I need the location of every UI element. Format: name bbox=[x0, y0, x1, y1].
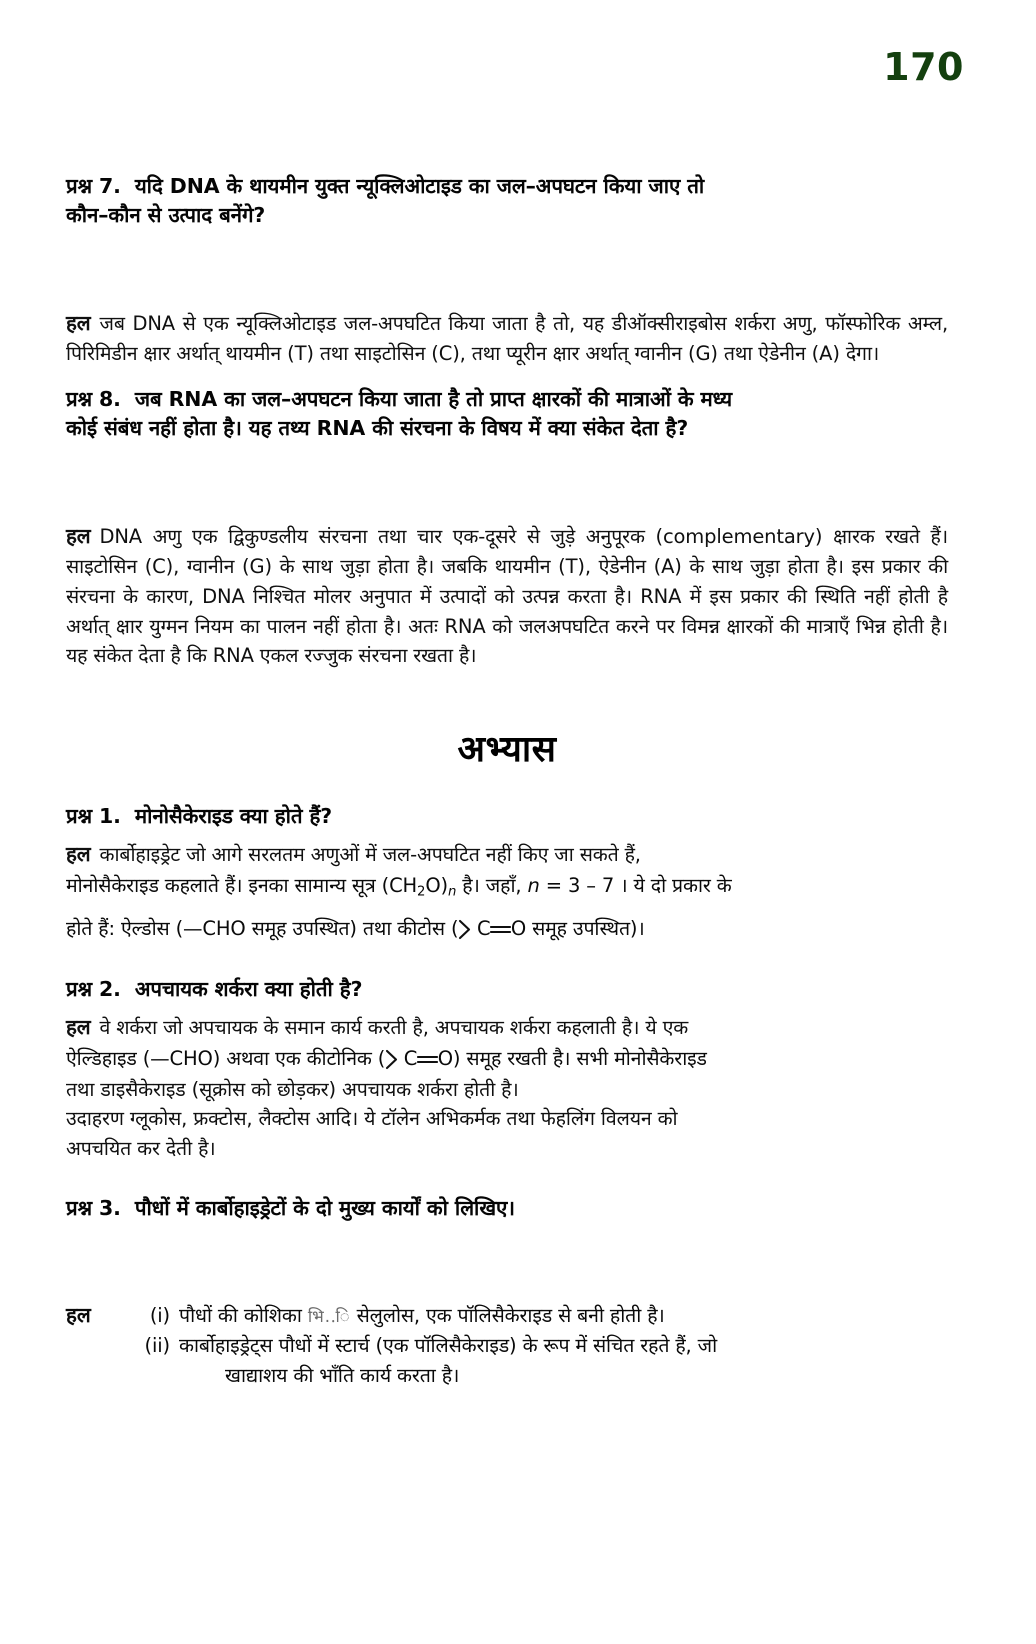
list-item bbox=[141, 1301, 948, 1331]
exercise-solution-3-list bbox=[141, 1301, 948, 1392]
exercise-solution-2-label: हल bbox=[66, 1015, 91, 1040]
ketone-group-icon bbox=[458, 918, 477, 938]
question-8-text-line-1: जब RNA का जल–अपघटन किया जाता है तो प्राप्त क्षारकों की मात्राओं के मध्य bbox=[134, 387, 733, 411]
formula-mid: O) bbox=[425, 874, 448, 898]
exercise-question-1-line bbox=[66, 802, 948, 831]
question-8-line-2: कोई संबंध नहीं होता है। यह तथ्य RNA की संरचना के विषय में क्या संकेत देता है? bbox=[66, 416, 689, 441]
solution-8-label: हल bbox=[66, 524, 91, 549]
formula-subscript-2: 2 bbox=[417, 884, 426, 900]
question-8-label: प्रश्न 8. bbox=[66, 387, 121, 411]
exercise-question-2-label: प्रश्न 2. bbox=[66, 976, 121, 1001]
exercise-solution-2-line-3: तथा डाइसैकेराइड (सूक्रोस को छोड़कर) अपचायक शर्करा होती है। bbox=[66, 1077, 519, 1101]
formula-subscript-n: n bbox=[448, 884, 457, 900]
question-7-text-line-1: यदि DNA के थायमीन युक्त न्यूक्लिओटाइड का जल–अपघटन किया जाए तो bbox=[134, 174, 705, 198]
exercise-heading: अभ्यास bbox=[457, 728, 557, 770]
ketonic-text-part-2: C bbox=[403, 1047, 418, 1071]
aldose-ketose-text-part-1: होते हैं: ऐल्डोस (—CHO समूह उपस्थित) तथा कीटोस ( bbox=[66, 917, 459, 941]
exercise-question-2-text: अपचायक शर्करा क्या होती है? bbox=[134, 976, 363, 1001]
formula-range: = 3 – 7 । ये दो प्रकार के bbox=[539, 874, 732, 898]
solution-7-label: हल bbox=[66, 311, 91, 336]
exercise-solution-1-block bbox=[66, 839, 948, 945]
aldose-ketose-text-part-2: C bbox=[476, 917, 491, 941]
exercise-solution-1-line-1 bbox=[66, 839, 948, 870]
solution-8-block bbox=[66, 521, 948, 671]
spacer bbox=[66, 1223, 948, 1301]
exercise-question-2-line bbox=[66, 975, 948, 1004]
double-bond-icon bbox=[490, 918, 510, 938]
exercise-solution-2-block bbox=[66, 1012, 948, 1164]
list-item-i-part-2: सेलुलोस, एक पॉलिसैकेराइड से बनी होती है। bbox=[350, 1303, 665, 1327]
exercise-solution-1-line-2 bbox=[66, 870, 948, 903]
ketonic-text-part-3: O) समूह रखती है। सभी मोनोसैकेराइड bbox=[437, 1047, 707, 1071]
page-content bbox=[66, 172, 948, 1391]
spacer bbox=[66, 230, 948, 308]
exercise-question-3-text: पौधों में कार्बोहाइड्रेटों के दो मुख्य कार्यों को लिखिए। bbox=[134, 1195, 515, 1220]
exercise-question-1-label: प्रश्न 1. bbox=[66, 803, 121, 828]
list-item-ii-line-2: खाद्याशय की भाँति कार्य करता है। bbox=[225, 1364, 460, 1388]
solution-8-text: DNA अणु एक द्विकुण्डलीय संरचना तथा चार एक-दूसरे से जुड़े अनुपूरक (complementary) क्षारक रखते हैं। साइटोसिन (C), ग्वानीन (G) के साथ जुड़ा होता है। जबकि थायमीन (T), ऐडेनीन (A) के साथ जुड़ा होता है। इस प्रकार की संरचना के कारण, DNA निश्चित मोलर अनुपात में उत्पादों को उत्पन्न करता है। RNA में इस प्रकार की स्थिति नहीं होती है अर्थात् क्षार युग्मन नियम का पालन नहीं होता है। अतः RNA को जलअपघटित करने पर विमन्न क्षारकों की मात्राएँ भिन्न होती है। यह संकेत देता है कि RNA एकल रज्जुक संरचना रखता है। bbox=[66, 525, 948, 668]
exercise-solution-2-line-1 bbox=[66, 1012, 948, 1043]
exercise-solution-1-label: हल bbox=[66, 841, 91, 866]
exercise-question-2-block bbox=[66, 975, 948, 1004]
exercise-question-3-block bbox=[66, 1194, 948, 1223]
spacer bbox=[66, 945, 948, 975]
exercise-solution-1-text-line-1: कार्बोहाइड्रेट जो आगे सरलतम अणुओं में जल-अपघटित नहीं किए जा सकते हैं, bbox=[99, 842, 641, 866]
list-item-text-i bbox=[179, 1301, 948, 1331]
exercise-solution-2-line-5: अपचयित कर देती है। bbox=[66, 1137, 216, 1160]
list-marker-i: (i) bbox=[149, 1303, 170, 1327]
ketone-group-icon bbox=[385, 1048, 404, 1068]
question-8-block bbox=[66, 385, 948, 443]
list-item bbox=[141, 1331, 948, 1391]
solution-7-block bbox=[66, 308, 948, 369]
page-number: 170 bbox=[883, 45, 964, 89]
list-marker-ii: (ii) bbox=[144, 1333, 170, 1357]
solution-7-text: जब DNA से एक न्यूक्लिओटाइड जल-अपघटित किया जाता है तो, यह डीऑक्सीराइबोस शर्करा अणु, फॉस्फोरिक अम्ल, पिरिमिडीन क्षार अर्थात् थायमीन (T) तथा साइटोसिन (C), तथा प्यूरीन क्षार अर्थात् ग्वानीन (G) तथा ऐडेनीन (A) देगा। bbox=[66, 312, 948, 366]
spacer bbox=[66, 831, 948, 839]
aldose-ketose-text-part-3: O समूह उपस्थित)। bbox=[510, 917, 645, 941]
exercise-question-3-line bbox=[66, 1194, 948, 1223]
spacer bbox=[66, 369, 948, 385]
exercise-solution-3-block bbox=[66, 1301, 948, 1392]
list-item-i-part-1: पौधों की कोशिका bbox=[179, 1303, 308, 1327]
exercise-question-1-block bbox=[66, 802, 948, 831]
exercise-solution-2-line-4: उदाहरण ग्लूकोस, फ्रक्टोस, लैक्टोस आदि। ये टॉलेन अभिकर्मक तथा फेहलिंग विलयन को bbox=[66, 1107, 678, 1131]
ketonic-text-part-1: ऐल्डिहाइड (—CHO) अथवा एक कीटोनिक ( bbox=[66, 1047, 386, 1071]
exercise-solution-2-text-line-1: वे शर्करा जो अपचायक के समान कार्य करती है, अपचायक शर्करा कहलाती है। ये एक bbox=[99, 1016, 689, 1040]
illegible-smudge: भि..ि bbox=[307, 1306, 351, 1326]
list-item-text-ii bbox=[179, 1331, 948, 1391]
spacer bbox=[66, 1164, 948, 1194]
exercise-solution-3-label: हल bbox=[66, 1304, 91, 1327]
spacer bbox=[66, 443, 948, 521]
exercise-solution-2-line-2 bbox=[66, 1043, 948, 1075]
question-7-line-2: कौन–कौन से उत्पाद बनेंगे? bbox=[66, 203, 266, 228]
exercise-solution-1-line-3 bbox=[66, 913, 948, 945]
spacer bbox=[66, 772, 948, 802]
question-7-block bbox=[66, 172, 948, 230]
double-bond-icon bbox=[417, 1048, 437, 1068]
exercise-question-1-text: मोनोसैकेराइड क्या होते हैं? bbox=[134, 803, 333, 828]
question-7-label: प्रश्न 7. bbox=[66, 174, 121, 198]
variable-n: n bbox=[527, 874, 540, 898]
formula-prefix: मोनोसैकेराइड कहलाते हैं। इनका सामान्य सूत्र (CH bbox=[66, 874, 418, 898]
exercise-question-3-label: प्रश्न 3. bbox=[66, 1195, 121, 1220]
formula-suffix: है। जहाँ, bbox=[456, 874, 528, 898]
list-item-ii-line-1: कार्बोहाइड्रेट्स पौधों में स्टार्च (एक पॉलिसैकेराइड) के रूप में संचित रहते हैं, जो bbox=[179, 1333, 718, 1357]
question-7-line-1 bbox=[66, 172, 948, 201]
question-8-line-1 bbox=[66, 385, 948, 414]
spacer bbox=[66, 1004, 948, 1012]
spacer bbox=[66, 671, 948, 723]
